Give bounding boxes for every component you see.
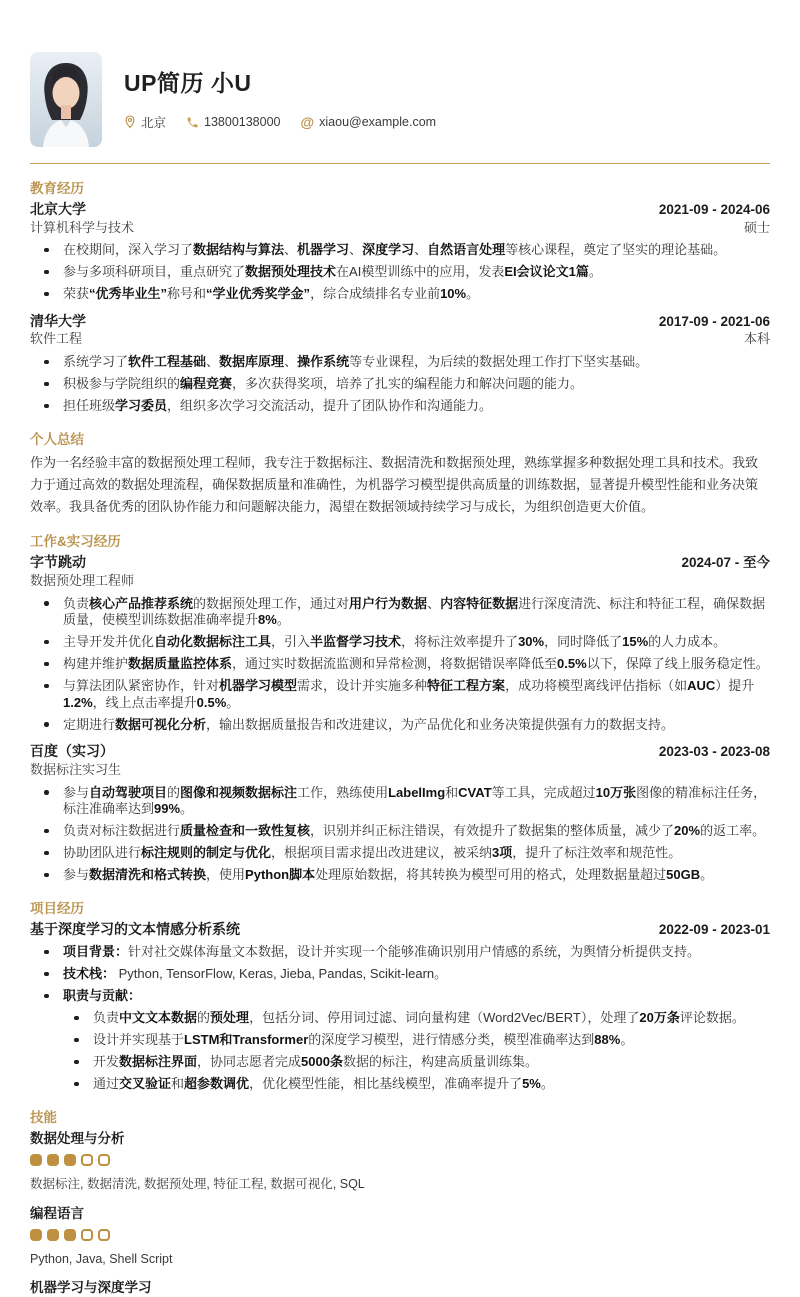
work-entry-bytedance (30, 553, 770, 733)
degree-name: 硕士 (743, 219, 770, 235)
skill-detail: 数据标注, 数据清洗, 数据预处理, 特征工程, 数据可视化, SQL (30, 1177, 365, 1192)
entry-head (30, 200, 770, 219)
bullet-item: 定期进行数据可视化分析，输出数据质量报告和改进建议，为产品优化和业务决策提供强有力的数据支持。 (30, 717, 770, 734)
skill-dot (98, 1229, 110, 1241)
section-summary (30, 428, 770, 517)
section-skills (30, 1106, 770, 1297)
bullet-item: 参与数据清洗和格式转换，使用Python脚本处理原始数据，将其转换为模型可用的格式，处理数据量超过50GB。 (30, 867, 770, 884)
sub-bullet-item: 通过交叉验证和超参数调优，优化模型性能，相比基线模型，准确率提升了5%。 (30, 1076, 770, 1093)
email-text: xiaou@example.com (319, 115, 437, 129)
degree-name: 本科 (743, 331, 770, 347)
work-entry-baidu (30, 742, 770, 883)
education-entry-thu (30, 312, 770, 415)
section-title-projects: 项目经历 (30, 900, 84, 916)
skill-name: 机器学习与深度学习 (30, 1280, 152, 1296)
skill-dot (81, 1229, 93, 1241)
skill-machine-learning (30, 1279, 770, 1297)
skill-dot (47, 1154, 59, 1166)
section-projects (30, 897, 770, 1093)
sub-bullet-item: 负责中文文本数据的预处理，包括分词、停用词过滤、词向量构建（Word2Vec/BERT），处理了20万条评论数据。 (30, 1010, 770, 1027)
school-name: 北京大学 (30, 201, 86, 217)
bullet-list (30, 944, 770, 1005)
skill-dot (81, 1154, 93, 1166)
major-name: 软件工程 (30, 331, 83, 347)
sub-bullet-list (30, 1010, 770, 1093)
bullet-item: 负责核心产品推荐系统的数据预处理工作，通过对用户行为数据、内容特征数据进行深度清洗、标注和特征工程，确保数据质量，使模型训练数据准确率提升8%。 (30, 596, 770, 629)
bullet-item: 职责与贡献： (30, 988, 770, 1005)
company-name: 百度（实习） (30, 743, 114, 760)
skill-name: 编程语言 (30, 1205, 84, 1221)
skill-dot (64, 1229, 76, 1241)
location-text: 北京 (141, 116, 167, 130)
bullet-item: 与算法团队紧密协作，针对机器学习模型需求，设计并实施多种特征工程方案，成功将模型离线评估指标（如AUC）提升1.2%，线上点击率提升0.5%。 (30, 678, 770, 711)
bullet-list (30, 785, 770, 884)
resume-header (30, 0, 770, 147)
avatar (30, 52, 102, 147)
entry-subhead (30, 762, 770, 779)
skill-detail: Python, Java, Shell Script (30, 1252, 173, 1267)
entry-date: 2017-09 - 2021-06 (658, 313, 770, 329)
sub-bullet-item: 开发数据标注界面，协同志愿者完成5000条数据的标注，构建高质量训练集。 (30, 1054, 770, 1071)
header-divider (30, 163, 770, 164)
entry-subhead (30, 220, 770, 237)
person-name: UP简历 小U (124, 70, 252, 96)
entry-head (30, 920, 770, 939)
contact-location (124, 113, 166, 131)
company-name: 字节跳动 (30, 554, 86, 571)
entry-date: 2024-07 - 至今 (681, 555, 770, 571)
education-entry-pku (30, 200, 770, 303)
header-identity (124, 52, 436, 131)
bullet-item: 荣获“优秀毕业生”称号和“学业优秀奖学金”，综合成绩排名专业前10%。 (30, 286, 770, 303)
entry-head (30, 553, 770, 572)
bullet-item: 系统学习了软件工程基础、数据库原理、操作系统等专业课程，为后续的数据处理工作打下坚实基础。 (30, 354, 770, 371)
entry-head (30, 312, 770, 331)
skill-level (30, 1229, 770, 1241)
summary-text: 作为一名经验丰富的数据预处理工程师，我专注于数据标注、数据清洗和数据预处理，熟练掌握多种数据处理工具和技术。我致力于通过高效的数据处理流程，确保数据质量和准确性，为机器学习模型提供高质量的训练数据，显著提升模型性能和业务决策效率。我具备优秀的团队协作能力和问题解决能力，渴望在数据领域持续学习与成长，为组织创造更大价值。 (30, 454, 759, 514)
contact-phone (186, 115, 280, 129)
contact-row (124, 113, 436, 131)
section-title-education: 教育经历 (30, 181, 84, 196)
bullet-item: 项目背景：针对社交媒体海量文本数据，设计并实现一个能够准确识别用户情感的系统，为舆情分析提供支持。 (30, 944, 770, 961)
entry-head (30, 742, 770, 761)
section-title-work: 工作&实习经历 (30, 534, 121, 550)
project-name: 基于深度学习的文本情感分析系统 (30, 920, 240, 937)
section-title-skills: 技能 (30, 1109, 57, 1125)
skill-dot (30, 1154, 42, 1166)
section-work (30, 530, 770, 883)
bullet-item: 参与自动驾驶项目的图像和视频数据标注工作，熟练使用LabelImg和CVAT等工具，完成超过10万张图像的精准标注任务，标注准确率达到99%。 (30, 785, 770, 818)
project-entry-sentiment (30, 920, 770, 1093)
major-name: 计算机科学与技术 (30, 219, 135, 235)
bullet-list (30, 242, 770, 303)
entry-date: 2023-03 - 2023-08 (658, 744, 770, 760)
skill-dot (47, 1229, 59, 1241)
bullet-list (30, 354, 770, 415)
bullet-item: 协助团队进行标注规则的制定与优化，根据项目需求提出改进建议，被采纳3项，提升了标注效率和规范性。 (30, 845, 770, 862)
job-title: 数据标注实习生 (30, 761, 122, 777)
school-name: 清华大学 (30, 312, 86, 329)
skill-dot (64, 1154, 76, 1166)
bullet-item: 担任班级学习委员，组织多次学习交流活动，提升了团队协作和沟通能力。 (30, 398, 770, 415)
skill-data-processing (30, 1130, 770, 1193)
skill-programming (30, 1205, 770, 1268)
job-title: 数据预处理工程师 (30, 572, 135, 588)
skill-dot (98, 1154, 110, 1166)
entry-subhead (30, 331, 770, 348)
entry-date: 2021-09 - 2024-06 (658, 202, 770, 217)
entry-date: 2022-09 - 2023-01 (658, 921, 770, 937)
location-pin-icon (124, 115, 136, 129)
skill-name: 数据处理与分析 (30, 1130, 125, 1146)
bullet-item: 在校期间，深入学习了数据结构与算法、机器学习、深度学习、自然语言处理等核心课程，奠定了坚实的理论基础。 (30, 242, 770, 259)
bullet-item: 参与多项科研项目，重点研究了数据预处理技术在AI模型训练中的应用，发表EI会议论文1篇。 (30, 264, 770, 281)
entry-subhead (30, 573, 770, 590)
section-education (30, 177, 770, 415)
contact-email (301, 115, 437, 129)
bullet-item: 构建并维护数据质量监控体系，通过实时数据流监测和异常检测，将数据错误率降低至0.5%以下，保障了线上服务稳定性。 (30, 656, 770, 673)
at-icon: @ (300, 114, 315, 130)
bullet-list (30, 596, 770, 734)
section-title-summary: 个人总结 (30, 431, 84, 447)
phone-icon (186, 116, 199, 129)
sub-bullet-item: 设计并实现基于LSTM和Transformer的深度学习模型，进行情感分类，模型准确率达到88%。 (30, 1032, 770, 1049)
skill-level (30, 1154, 770, 1166)
avatar-photo (30, 52, 102, 147)
bullet-item: 积极参与学院组织的编程竞赛，多次获得奖项，培养了扎实的编程能力和解决问题的能力。 (30, 376, 770, 393)
skill-dot (30, 1229, 42, 1241)
bullet-item: 负责对标注数据进行质量检查和一致性复核，识别并纠正标注错误，有效提升了数据集的整体质量，减少了20%的返工率。 (30, 823, 770, 840)
phone-text: 13800138000 (204, 115, 281, 129)
bullet-item: 技术栈： Python, TensorFlow, Keras, Jieba, Pandas, Scikit-learn。 (30, 966, 770, 983)
bullet-item: 主导开发并优化自动化数据标注工具，引入半监督学习技术，将标注效率提升了30%，同时降低了15%的人力成本。 (30, 634, 770, 651)
